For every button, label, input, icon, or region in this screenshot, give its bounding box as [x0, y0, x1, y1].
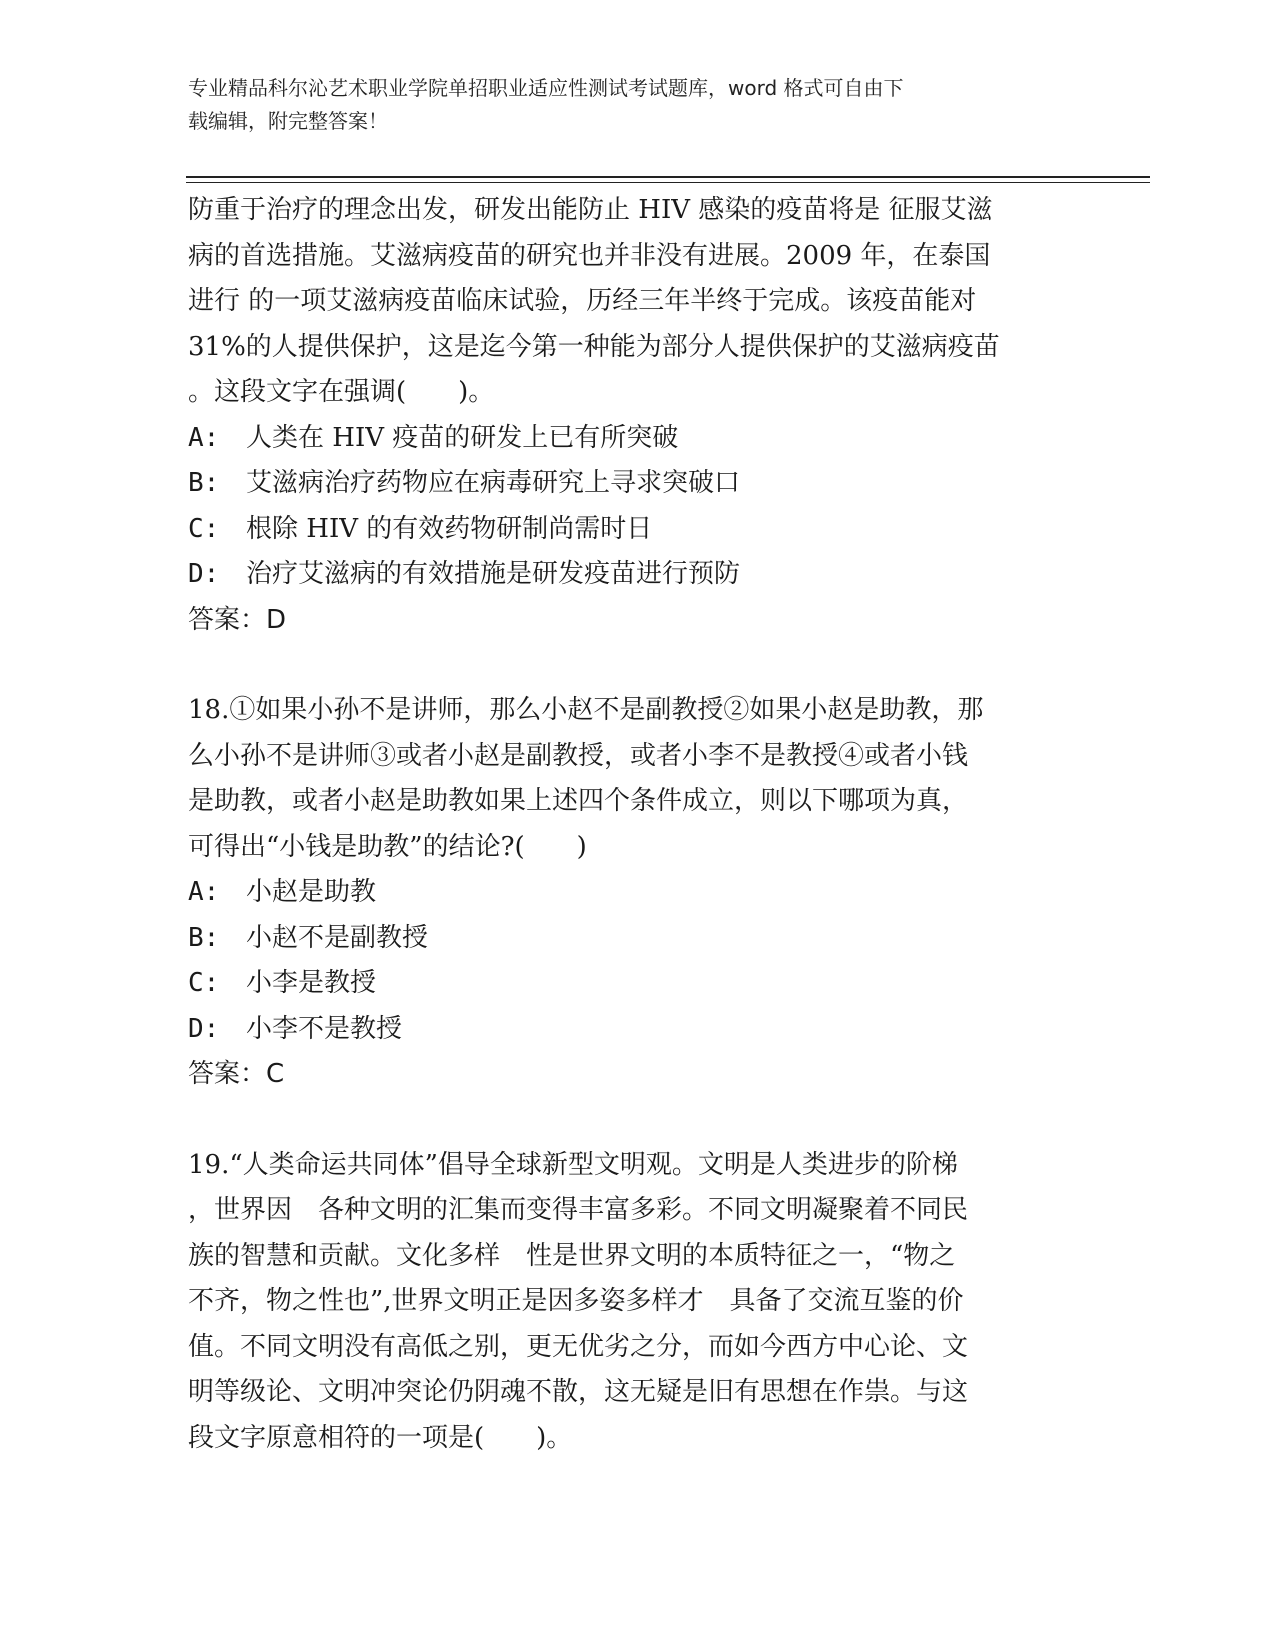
question-17-line: 31%的人提供保护，这是迄今第一种能为部分人提供保护的艾滋病疫苗	[188, 331, 1000, 362]
question-18-option-d	[188, 1007, 1088, 1053]
option-text: 艾滋病治疗药物应在病毒研究上寻求突破口	[246, 468, 741, 498]
option-text: 治疗艾滋病的有效措施是研发疫苗进行预防	[246, 559, 741, 589]
question-19-line: 值。不同文明没有高低之别，更无优劣之分，而如今西方中心论、文	[188, 1331, 969, 1362]
option-letter: A:	[188, 422, 220, 453]
question-19-line: ，世界因 各种文明的汇集而变得丰富多彩。不同文明凝聚着不同民	[188, 1195, 969, 1225]
question-17-line: 。这段文字在强调( )。	[188, 377, 495, 407]
document-header	[188, 72, 1088, 138]
question-19-line: 明等级论、文明冲突论仍阴魂不散，这无疑是旧有思想在作祟。与这	[188, 1377, 969, 1407]
option-text: 小李是教授	[246, 968, 377, 998]
question-17-answer: 答案：D	[188, 604, 287, 635]
question-17-line: 防重于治疗的理念出发，研发出能防止 HIV 感染的疫苗将是 征服艾滋	[188, 195, 993, 225]
option-letter: B:	[188, 468, 220, 498]
option-text: 小赵是助教	[246, 877, 377, 907]
option-text: 小李不是教授	[246, 1013, 403, 1044]
header-line-2: 载编辑，附完整答案！	[188, 109, 388, 133]
option-text: 人类在 HIV 疫苗的研发上已有所突破	[246, 422, 679, 453]
question-18	[188, 688, 1088, 1098]
option-letter: D:	[188, 1013, 220, 1044]
question-17-line: 病的首选措施。艾滋病疫苗的研究也并非没有进展。2009 年，在泰国	[188, 240, 991, 271]
question-18-option-b	[188, 916, 1088, 962]
question-19-line: 不齐，物之性也”,世界文明正是因多姿多样才 具备了交流互鉴的价	[188, 1286, 964, 1316]
option-letter: D:	[188, 559, 220, 589]
question-18-option-c	[188, 961, 1088, 1007]
question-17	[188, 188, 1088, 643]
question-18-option-a	[188, 870, 1088, 916]
question-18-line: 是助教，或者小赵是助教如果上述四个条件成立，则以下哪项为真，	[188, 786, 969, 816]
question-17-option-b	[188, 461, 1088, 507]
option-letter: B:	[188, 922, 220, 953]
header-line-1: 专业精品科尔沁艺术职业学院单招职业适应性测试考试题库，word 格式可自由下	[188, 76, 904, 100]
option-letter: A:	[188, 877, 220, 907]
spacer	[188, 1098, 1088, 1143]
question-18-line: 18.①如果小孙不是讲师，那么小赵不是副教授②如果小赵是助教，那	[188, 695, 984, 725]
question-18-line: 么小孙不是讲师③或者小赵是副教授，或者小李不是教授④或者小钱	[188, 740, 969, 771]
question-17-line: 进行 的一项艾滋病疫苗临床试验，历经三年半终于完成。该疫苗能对	[188, 286, 977, 316]
question-19-line: 段文字原意相符的一项是( )。	[188, 1422, 573, 1453]
spacer	[188, 643, 1088, 688]
question-19-line: 19.“人类命运共同体”倡导全球新型文明观。文明是人类进步的阶梯	[188, 1149, 958, 1180]
option-text: 小赵不是副教授	[246, 922, 429, 953]
header-divider-thin	[186, 182, 1150, 183]
question-17-option-a	[188, 416, 1088, 462]
option-letter: C:	[188, 513, 220, 544]
question-19-line: 族的智慧和贡献。文化多样 性是世界文明的本质特征之一，“物之	[188, 1240, 956, 1271]
option-text: 根除 HIV 的有效药物研制尚需时日	[246, 513, 653, 544]
question-18-answer: 答案：C	[188, 1059, 285, 1089]
question-17-option-c	[188, 507, 1088, 553]
header-divider-thick	[186, 176, 1150, 178]
question-18-line: 可得出“小钱是助教”的结论?( )	[188, 831, 587, 862]
question-17-option-d	[188, 552, 1088, 598]
question-19	[188, 1143, 1088, 1462]
option-letter: C:	[188, 968, 220, 998]
document-body	[188, 188, 1088, 1461]
